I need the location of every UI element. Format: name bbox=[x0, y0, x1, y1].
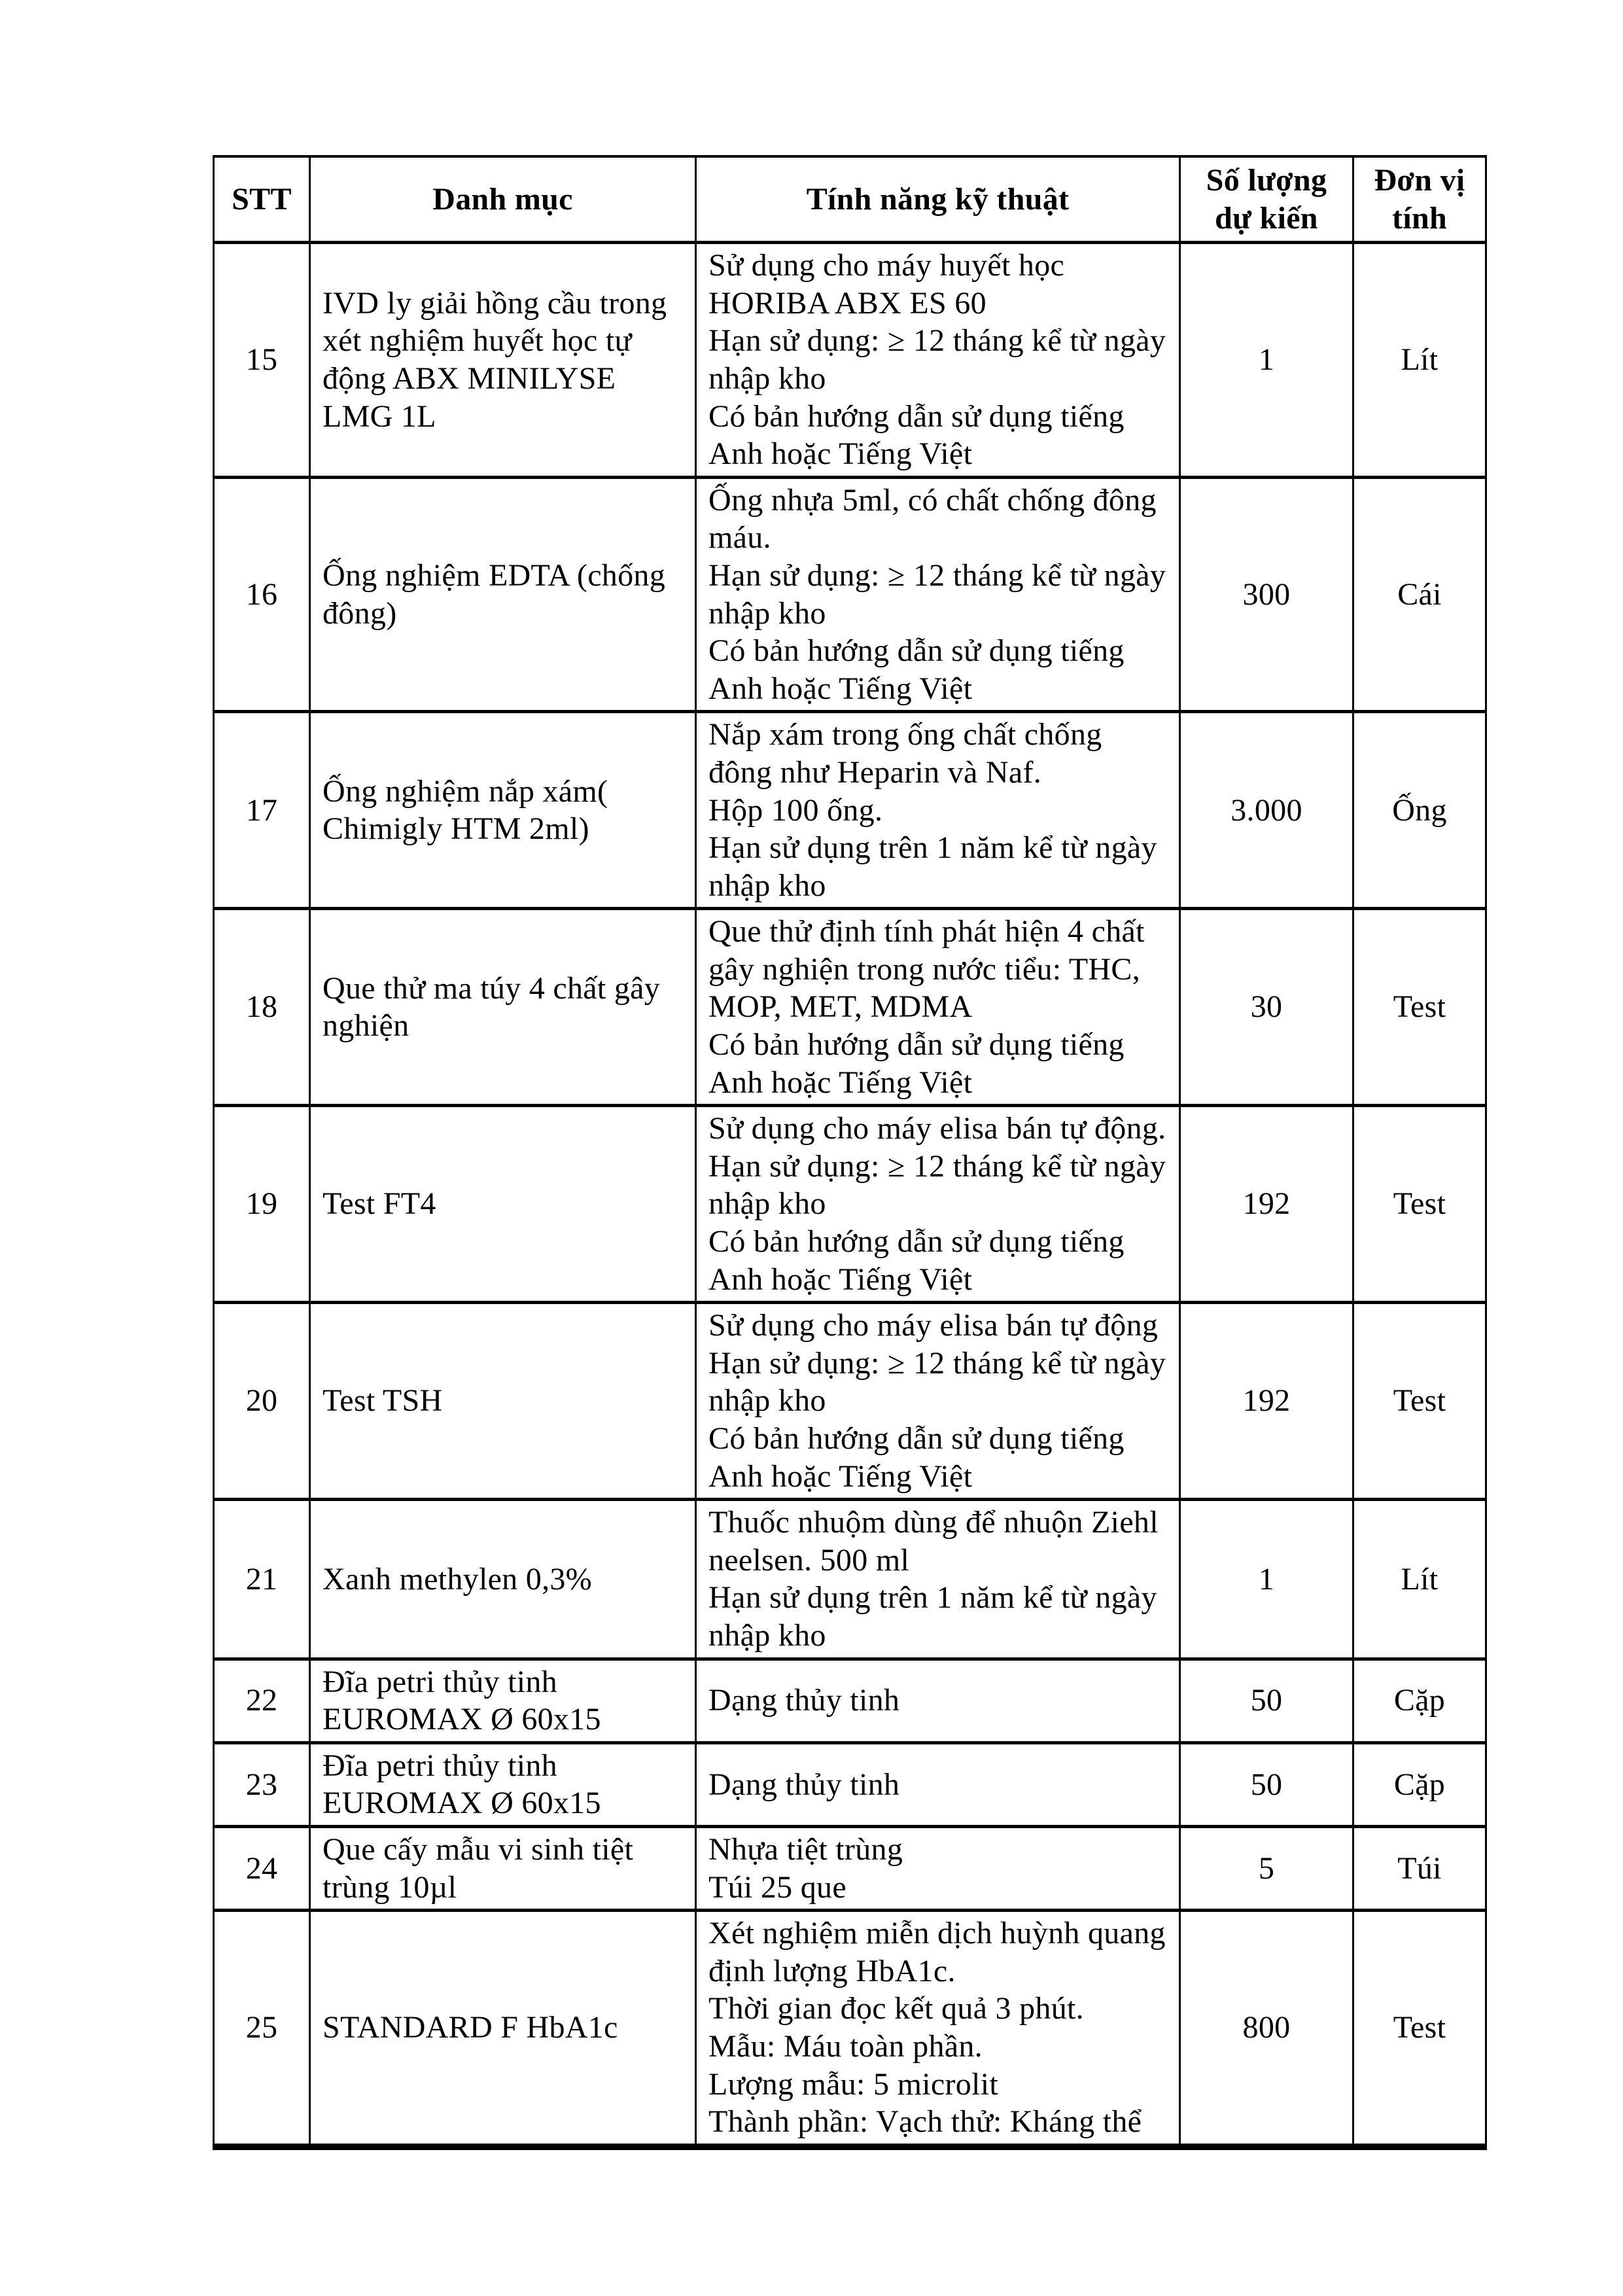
cell-specs bbox=[696, 1911, 1180, 2147]
spec-line: Hạn sử dụng: ≥ 12 tháng kể từ ngày nhập kho bbox=[708, 323, 1166, 396]
col-header-quantity: Số lượng dự kiến bbox=[1180, 156, 1353, 243]
cell-category: IVD ly giải hồng cầu trong xét nghiệm huyết học tự động ABX MINILYSE LMG 1L bbox=[310, 243, 696, 478]
cell-unit: Cặp bbox=[1353, 1659, 1486, 1742]
spec-line: Que thử định tính phát hiện 4 chất gây nghiện trong nước tiểu: THC, MOP, MET, MDMA bbox=[708, 914, 1145, 1025]
cell-specs bbox=[696, 1826, 1180, 1910]
cell-stt: 16 bbox=[214, 477, 310, 712]
table-row bbox=[214, 1500, 1486, 1659]
cell-quantity: 192 bbox=[1180, 1106, 1353, 1303]
cell-stt: 23 bbox=[214, 1742, 310, 1826]
cell-unit: Lít bbox=[1353, 243, 1486, 478]
spec-line: Túi 25 que bbox=[708, 1869, 846, 1905]
cell-unit: Test bbox=[1353, 909, 1486, 1106]
cell-category: STANDARD F HbA1c bbox=[310, 1911, 696, 2147]
table-row bbox=[214, 1911, 1486, 2147]
col-header-unit: Đơn vị tính bbox=[1353, 156, 1486, 243]
col-header-stt: STT bbox=[214, 156, 310, 243]
cell-category: Xanh methylen 0,3% bbox=[310, 1500, 696, 1659]
spec-line: Ống nhựa 5ml, có chất chống đông máu. bbox=[708, 482, 1157, 556]
spec-line: Nắp xám trong ống chất chống đông như Heparin và Naf. bbox=[708, 717, 1102, 790]
cell-unit: Lít bbox=[1353, 1500, 1486, 1659]
cell-specs bbox=[696, 909, 1180, 1106]
cell-category: Ống nghiệm nắp xám( Chimigly HTM 2ml) bbox=[310, 712, 696, 909]
cell-quantity: 192 bbox=[1180, 1303, 1353, 1500]
spec-line: Hạn sử dụng: ≥ 12 tháng kể từ ngày nhập kho bbox=[708, 1345, 1166, 1419]
cell-stt: 15 bbox=[214, 243, 310, 478]
cell-stt: 19 bbox=[214, 1106, 310, 1303]
cell-quantity: 1 bbox=[1180, 1500, 1353, 1659]
cell-quantity: 30 bbox=[1180, 909, 1353, 1106]
spec-line: Dạng thủy tinh bbox=[708, 1683, 900, 1718]
spec-line: Hộp 100 ống. bbox=[708, 792, 883, 828]
col-header-specs: Tính năng kỹ thuật bbox=[696, 156, 1180, 243]
cell-quantity: 800 bbox=[1180, 1911, 1353, 2147]
header-row bbox=[214, 156, 1486, 243]
spec-line: Nhựa tiệt trùng bbox=[708, 1831, 903, 1867]
spec-line: Có bản hướng dẫn sử dụng tiếng Anh hoặc Tiếng Việt bbox=[708, 1224, 1125, 1297]
cell-unit: Test bbox=[1353, 1911, 1486, 2147]
cell-specs bbox=[696, 1106, 1180, 1303]
cell-stt: 22 bbox=[214, 1659, 310, 1742]
cell-specs bbox=[696, 1659, 1180, 1742]
table-row bbox=[214, 1303, 1486, 1500]
cell-specs bbox=[696, 1742, 1180, 1826]
cell-category: Ống nghiệm EDTA (chống đông) bbox=[310, 477, 696, 712]
cell-category: Que thử ma túy 4 chất gây nghiện bbox=[310, 909, 696, 1106]
cell-unit: Túi bbox=[1353, 1826, 1486, 1910]
table-row bbox=[214, 243, 1486, 478]
table-body bbox=[214, 243, 1486, 2147]
cell-quantity: 1 bbox=[1180, 243, 1353, 478]
cell-quantity: 3.000 bbox=[1180, 712, 1353, 909]
spec-line: Lượng mẫu: 5 microlit bbox=[708, 2066, 998, 2102]
cell-unit: Test bbox=[1353, 1303, 1486, 1500]
cell-specs bbox=[696, 477, 1180, 712]
spec-line: Có bản hướng dẫn sử dụng tiếng Anh hoặc Tiếng Việt bbox=[708, 1027, 1125, 1100]
spec-line: Xét nghiệm miễn dịch huỳnh quang định lượng HbA1c. bbox=[708, 1916, 1166, 1988]
spec-line: Dạng thủy tinh bbox=[708, 1767, 900, 1802]
spec-line: Hạn sử dụng: ≥ 12 tháng kể từ ngày nhập kho bbox=[708, 1148, 1166, 1222]
col-header-category: Danh mục bbox=[310, 156, 696, 243]
table-row bbox=[214, 1106, 1486, 1303]
spec-line: Hạn sử dụng trên 1 năm kể từ ngày nhập kho bbox=[708, 830, 1157, 903]
table-row bbox=[214, 1659, 1486, 1742]
spec-line: Thuốc nhuộm dùng để nhuộn Ziehl neelsen. 500 ml bbox=[708, 1505, 1159, 1578]
cell-stt: 20 bbox=[214, 1303, 310, 1500]
cell-stt: 25 bbox=[214, 1911, 310, 2147]
spec-line: Hạn sử dụng: ≥ 12 tháng kể từ ngày nhập kho bbox=[708, 557, 1166, 631]
table-row bbox=[214, 477, 1486, 712]
cell-specs bbox=[696, 243, 1180, 478]
spec-line: Thành phần: Vạch thử: Kháng thể bbox=[708, 2104, 1142, 2140]
cell-stt: 17 bbox=[214, 712, 310, 909]
spec-line: Thời gian đọc kết quả 3 phút. bbox=[708, 1991, 1084, 2026]
cell-quantity: 50 bbox=[1180, 1742, 1353, 1826]
table-row bbox=[214, 1742, 1486, 1826]
cell-category: Test FT4 bbox=[310, 1106, 696, 1303]
spec-line: Mẫu: Máu toàn phần. bbox=[708, 2028, 983, 2064]
table-row bbox=[214, 1826, 1486, 1910]
cell-quantity: 5 bbox=[1180, 1826, 1353, 1910]
table-row bbox=[214, 712, 1486, 909]
spec-line: Có bản hướng dẫn sử dụng tiếng Anh hoặc Tiếng Việt bbox=[708, 398, 1125, 472]
cell-stt: 24 bbox=[214, 1826, 310, 1910]
cell-category: Test TSH bbox=[310, 1303, 696, 1500]
cell-category: Đĩa petri thủy tinh EUROMAX Ø 60x15 bbox=[310, 1659, 696, 1742]
cell-category: Que cấy mẫu vi sinh tiệt trùng 10µl bbox=[310, 1826, 696, 1910]
cell-quantity: 300 bbox=[1180, 477, 1353, 712]
cell-unit: Cặp bbox=[1353, 1742, 1486, 1826]
spec-line: Sử dụng cho máy huyết học HORIBA ABX ES 60 bbox=[708, 248, 1065, 321]
cell-specs bbox=[696, 1303, 1180, 1500]
cell-specs bbox=[696, 712, 1180, 909]
spec-line: Hạn sử dụng trên 1 năm kể từ ngày nhập kho bbox=[708, 1580, 1157, 1653]
cell-unit: Test bbox=[1353, 1106, 1486, 1303]
spec-line: Sử dụng cho máy elisa bán tự động bbox=[708, 1308, 1159, 1343]
procurement-table bbox=[213, 155, 1487, 2150]
cell-unit: Cái bbox=[1353, 477, 1486, 712]
cell-unit: Ống bbox=[1353, 712, 1486, 909]
spec-line: Có bản hướng dẫn sử dụng tiếng Anh hoặc Tiếng Việt bbox=[708, 1421, 1125, 1494]
cell-specs bbox=[696, 1500, 1180, 1659]
spec-line: Có bản hướng dẫn sử dụng tiếng Anh hoặc Tiếng Việt bbox=[708, 633, 1125, 706]
table-row bbox=[214, 909, 1486, 1106]
cell-category: Đĩa petri thủy tinh EUROMAX Ø 60x15 bbox=[310, 1742, 696, 1826]
cell-quantity: 50 bbox=[1180, 1659, 1353, 1742]
cell-stt: 21 bbox=[214, 1500, 310, 1659]
cell-stt: 18 bbox=[214, 909, 310, 1106]
spec-line: Sử dụng cho máy elisa bán tự động. bbox=[708, 1111, 1166, 1146]
